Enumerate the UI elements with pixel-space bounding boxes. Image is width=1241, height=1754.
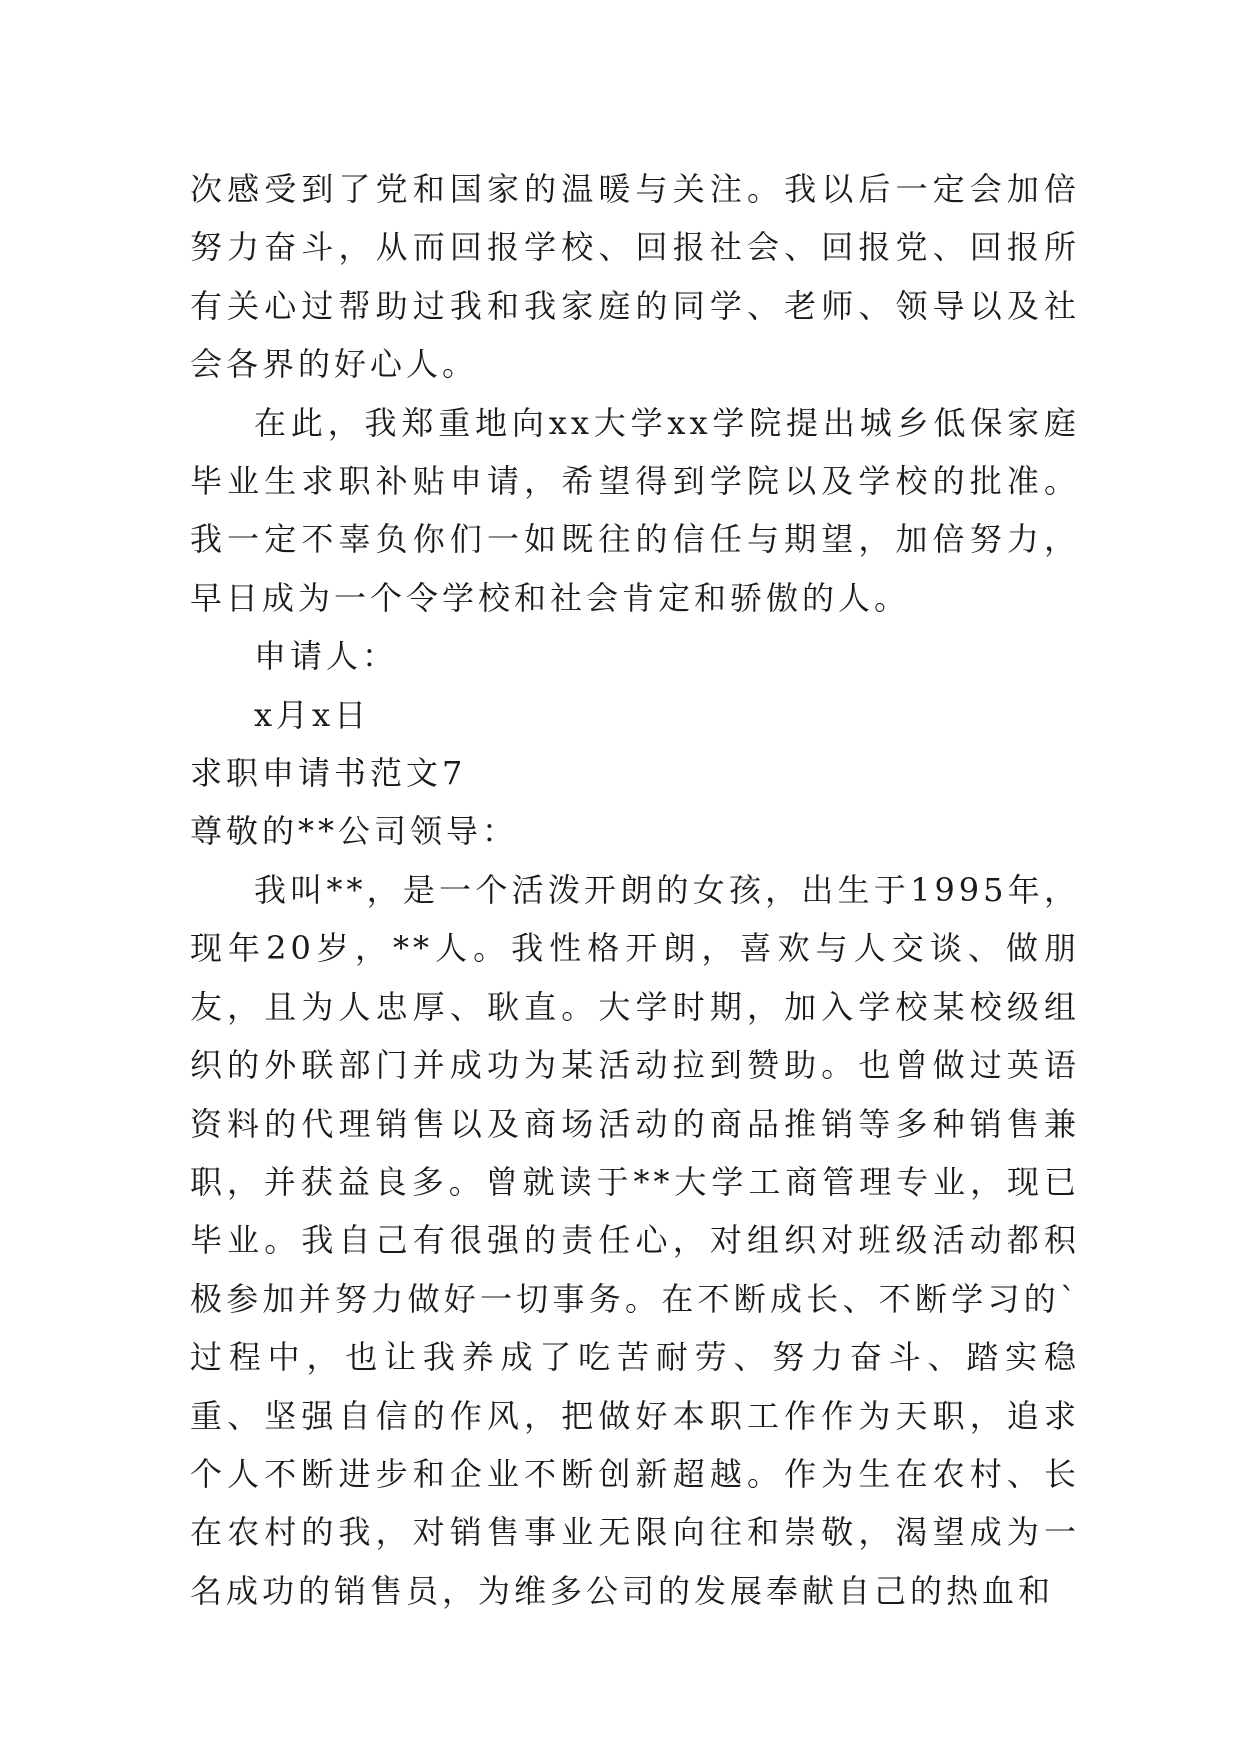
paragraph-continuation: 次感受到了党和国家的温暖与关注。我以后一定会加倍努力奋斗，从而回报学校、回报社会、回报党、回报所有关心过帮助过我和我家庭的同学、老师、领导以及社会各界的好心人。 [190,170,1080,384]
document-body [190,160,1080,1620]
salutation-line: 尊敬的**公司领导： [190,812,519,851]
sample-heading: 求职申请书范文7 [190,754,467,793]
date-line: x月x日 [254,695,371,734]
applicant-signature-line: 申请人： [254,637,399,676]
paragraph-self-introduction: 我叫**，是一个活泼开朗的女孩，出生于1995年，现年20岁，**人。我性格开朗，喜欢与人交谈、做朋友，且为人忠厚、耿直。大学时期，加入学校某校级组织的外联部门并成功为某活动拉到赞助。也曾做过英语资料的代理销售以及商场活动的商品推销等多种销售兼职，并获益良多。曾就读于**大学工商管理专业，现已毕业。我自己有很强的责任心，对组织对班级活动都积极参加并努力做好一切事务。在不断成长、不断学习的`过程中，也让我养成了吃苦耐劳、努力奋斗、踏实稳重、坚强自信的作风，把做好本职工作作为天职，追求个人不断进步和企业不断创新超越。作为生在农村、长在农村的我，对销售事业无限向往和崇敬，渴望成为一名成功的销售员，为维多公司的发展奉献自己的热血和 [190,870,1080,1610]
paragraph-application-request: 在此，我郑重地向xx大学xx学院提出城乡低保家庭毕业生求职补贴申请，希望得到学院以及学校的批准。我一定不辜负你们一如既往的信任与期望，加倍努力，早日成为一个令学校和社会肯定和骄傲的人。 [190,403,1080,617]
